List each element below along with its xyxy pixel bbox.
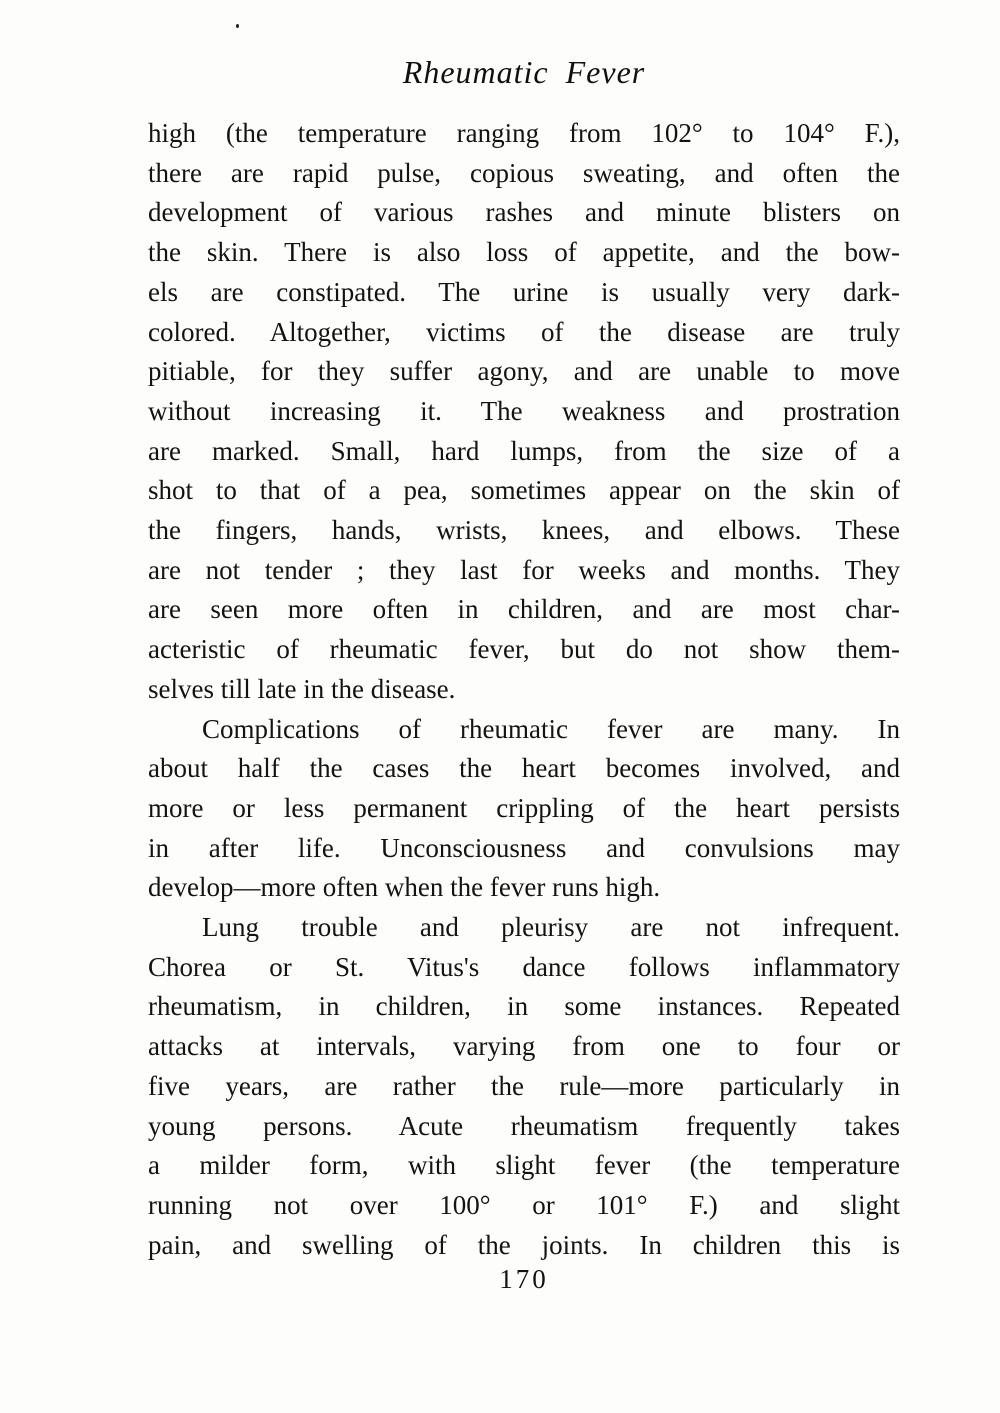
text-line: without increasing it. The weakness and prostration — [148, 395, 900, 426]
text-line: selves till late in the disease. — [148, 673, 456, 704]
text-line: are seen more often in children, and are most char- — [148, 594, 900, 625]
text-line: pain, and swelling of the joints. In children this is — [148, 1229, 900, 1260]
text-line: Lung trouble and pleurisy are not infrequent. — [202, 912, 900, 943]
paragraph — [148, 710, 900, 909]
text-line: development of various rashes and minute blisters on — [148, 197, 900, 228]
page-title: Rheumatic Fever — [402, 54, 646, 90]
text-line: acteristic of rheumatic fever, but do not show them- — [148, 634, 900, 665]
text-line: pitiable, for they suffer agony, and are unable to move — [148, 356, 900, 387]
text-line: the fingers, hands, wrists, knees, and elbows. These — [148, 515, 900, 546]
text-line: are not tender ; they last for weeks and months. They — [148, 554, 900, 585]
text-line: develop—more often when the fever runs high. — [148, 872, 661, 903]
text-line: five years, are rather the rule—more particularly in — [148, 1070, 900, 1101]
text-line: high (the temperature ranging from 102° to 104° F.), — [148, 118, 900, 148]
text-line: rheumatism, in children, in some instances. Repeated — [148, 991, 900, 1022]
text-block — [148, 114, 900, 1265]
text-line: els are constipated. The urine is usually very dark- — [148, 276, 900, 307]
paragraph — [148, 908, 900, 1265]
scan-speck — [236, 24, 239, 28]
text-line: colored. Altogether, victims of the disease are truly — [148, 316, 900, 347]
page-number: 170 — [499, 1264, 549, 1294]
text-line: Chorea or St. Vitus's dance follows inflammatory — [148, 951, 900, 982]
text-line: about half the cases the heart becomes involved, and — [148, 753, 900, 784]
text-line: young persons. Acute rheumatism frequently takes — [148, 1110, 900, 1141]
text-line: shot to that of a pea, sometimes appear on the skin of — [148, 475, 900, 506]
text-line: in after life. Unconsciousness and convulsions may — [148, 832, 900, 863]
text-line: the skin. There is also loss of appetite, and the bow- — [148, 237, 900, 268]
text-line: there are rapid pulse, copious sweating, and often the — [148, 157, 900, 188]
text-line: attacks at intervals, varying from one to four or — [148, 1031, 900, 1062]
text-line: Complications of rheumatic fever are many. In — [202, 713, 900, 744]
text-line: running not over 100° or 101° F.) and slight — [148, 1189, 900, 1220]
text-line: are marked. Small, hard lumps, from the size of a — [148, 435, 900, 466]
paragraph — [148, 114, 900, 710]
text-line: a milder form, with slight fever (the temperature — [148, 1150, 900, 1181]
text-line: more or less permanent crippling of the heart persists — [148, 792, 900, 823]
